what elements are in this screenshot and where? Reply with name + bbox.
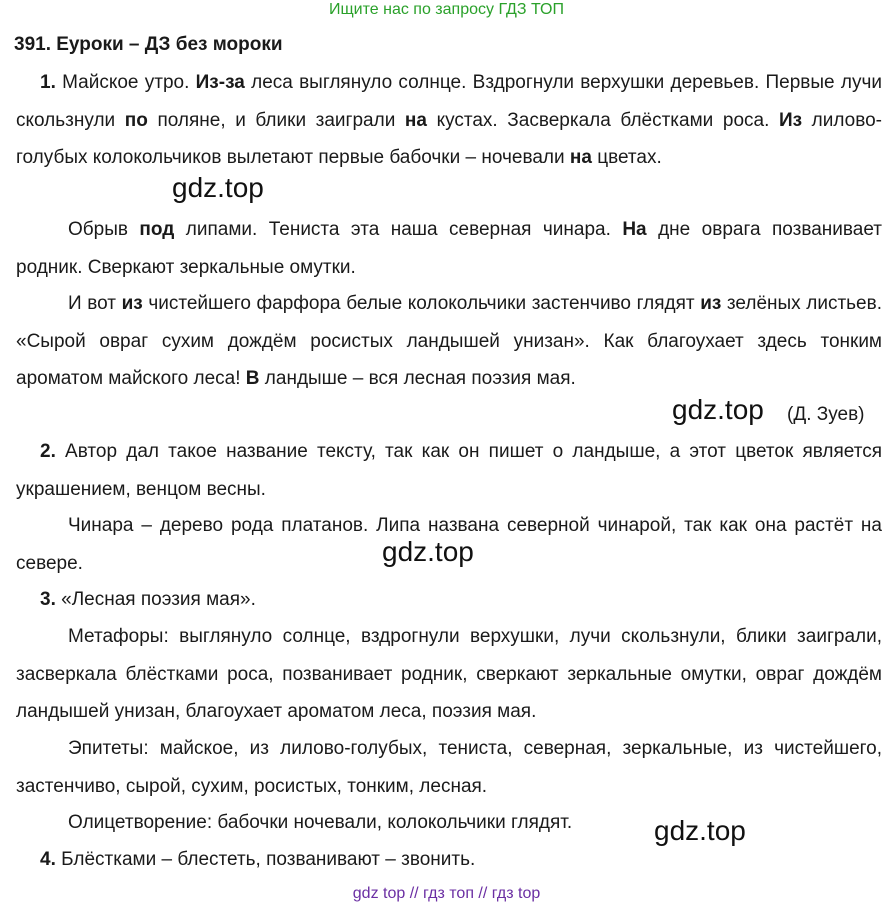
page-title: 391. Еуроки – ДЗ без мороки	[14, 34, 283, 55]
paragraph-3: И вот из чистейшего фарфора белые колокольчики застенчиво глядят из зелёных листьев. «Сырой овраг сухим дождём росистых ландышей унизан». Как благоухает здесь тонким ароматом майского леса! В ландыше – вся лесная поэзия мая.	[16, 293, 883, 389]
paragraph-10: 4. Блёстками – блестеть, позванивают – звонить.	[40, 849, 476, 870]
paragraph-2: Обрыв под липами. Тениста эта наша северная чинара. На дне оврага позванивает родник. Сверкают зеркальные омутки.	[16, 219, 882, 278]
watermark: gdz.top	[172, 172, 264, 203]
watermark: gdz.top	[382, 536, 474, 567]
paragraph-1: 1. Майское утро. Из-за леса выглянуло солнце. Вздрогнули верхушки деревьев. Первые лучи скользнули по поляне, и блики заиграли на кустах. Засверкала блёстками роса. Из лилово-голубых колокольчиков вылетают первые бабочки – ночевали на цветах.	[16, 72, 883, 168]
item-number: 4.	[40, 849, 56, 870]
paragraph-6: 3. «Лесная поэзия мая».	[40, 589, 256, 610]
paragraph-9: Олицетворение: бабочки ночевали, колокольчики глядят.	[68, 812, 573, 833]
watermark: gdz.top	[672, 394, 764, 425]
paragraph-4: 2. Автор дал такое название тексту, так как он пишет о ландыше, а этот цветок является украшением, венцом весны.	[16, 441, 882, 500]
item-number: 3.	[40, 589, 56, 610]
footer-links[interactable]: gdz top // гдз топ // гдз top	[352, 885, 541, 902]
author-attribution: (Д. Зуев)	[787, 404, 865, 425]
watermark: gdz.top	[654, 815, 746, 846]
paragraph-8: Эпитеты: майское, из лилово-голубых, тениста, северная, зеркальные, из чистейшего, застенчиво, сырой, сухим, росистых, тонким, лесная.	[16, 738, 882, 797]
top-banner[interactable]: Ищите нас по запросу ГДЗ ТОП	[329, 1, 564, 18]
item-number: 2.	[40, 441, 56, 462]
paragraph-5: Чинара – дерево рода платанов. Липа названа северной чинарой, так как она растёт на севере.	[16, 515, 882, 574]
paragraph-7: Метафоры: выглянуло солнце, вздрогнули верхушки, лучи скользнули, блики заиграли, засверкала блёстками роса, позванивает родник, сверкают зеркальные омутки, овраг дождём ландышей унизан, благоухает ароматом леса, поэзия мая.	[16, 626, 882, 722]
item-number: 1.	[40, 72, 56, 93]
